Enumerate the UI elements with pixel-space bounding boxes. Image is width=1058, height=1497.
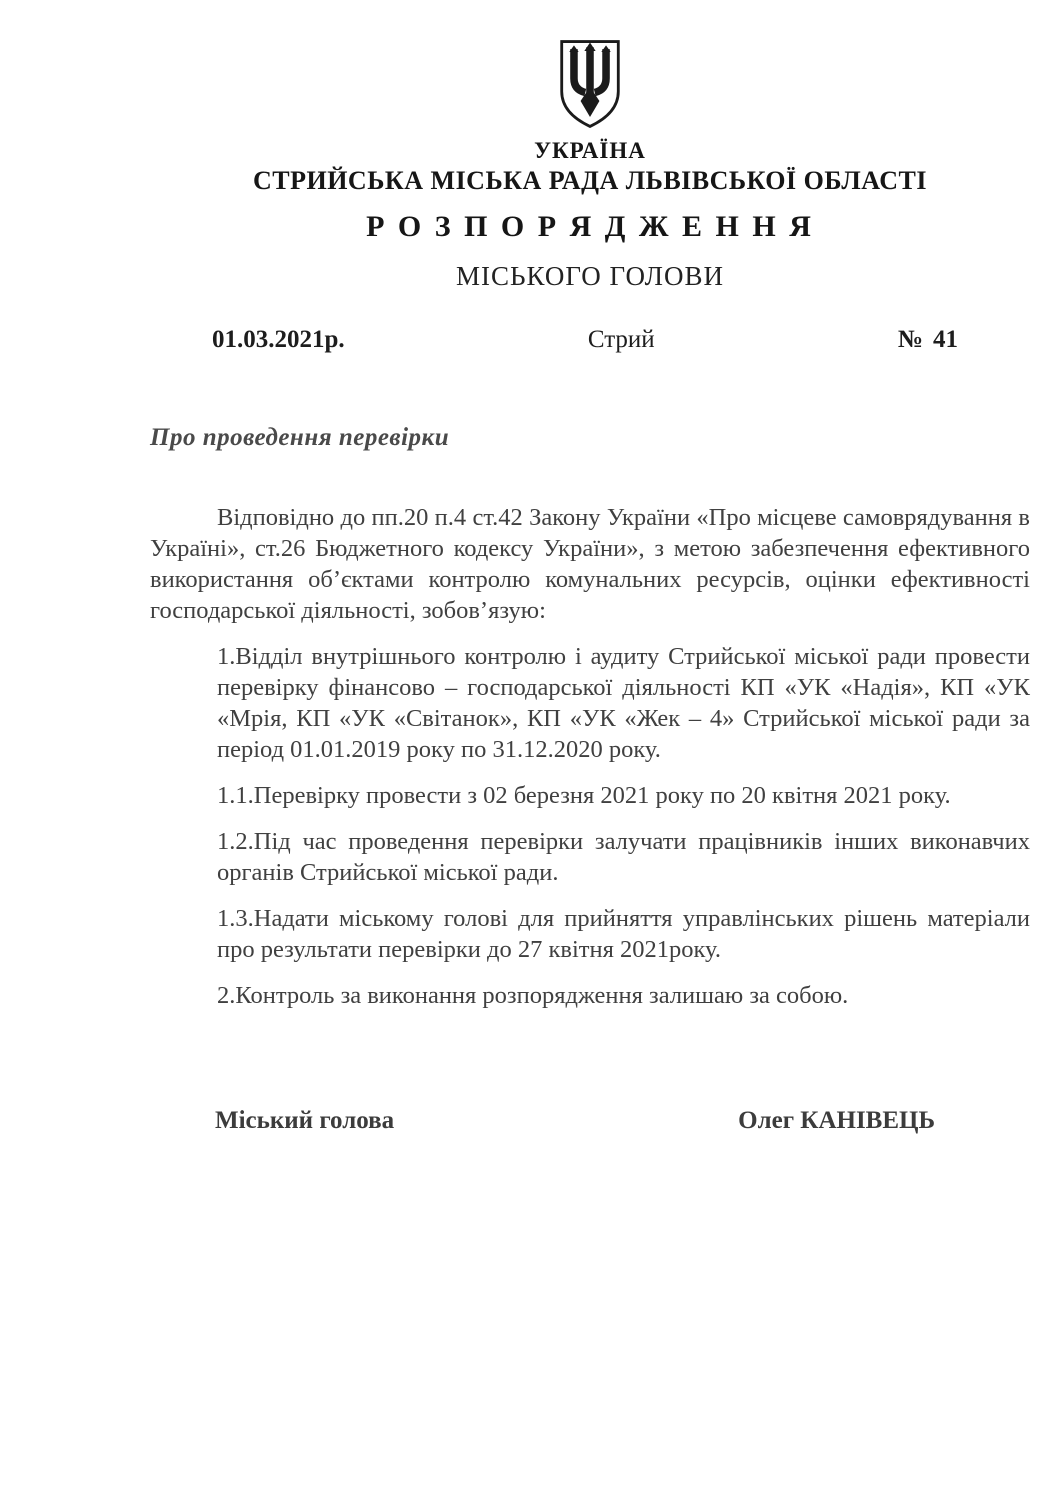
document-number [898, 326, 958, 354]
number-value: 41 [933, 326, 958, 353]
signer-title: Міський голова [215, 1107, 395, 1134]
document-city: Стрий [587, 326, 655, 353]
paragraph-item-2: 2.Контроль за виконання розпорядження залишаю за собою. [217, 982, 849, 1009]
paragraph-item-1-2: 1.2.Під час проведення перевірки залучати працівників інших виконавчих органів Стрийської міської ради. [217, 828, 1030, 886]
document-meta-row [150, 326, 1030, 354]
document-type-title: Р О З П О Р Я Д Ж Е Н Н Я [366, 210, 814, 243]
number-sign: № [897, 326, 923, 353]
signature-row [150, 1107, 1030, 1135]
document-subtitle: МІСЬКОГО ГОЛОВИ [456, 261, 724, 291]
paragraph-item-1-3: 1.3.Надати міському голові для прийняття управлінських рішень матеріали про результати перевірки до 27 квітня 2021року. [217, 905, 1030, 963]
document-body [150, 502, 1030, 1011]
document-subject: Про проведення перевірки [150, 424, 450, 451]
paragraph-item-1: 1.Відділ внутрішнього контролю і аудиту Стрийської міської ради провести перевірку фінансово – господарської діяльності КП «УК «Надія», КП «УК «Мрія, КП «УК «Світанок», КП «УК «Жек – 4» Стрийської міської ради за період 01.01.2019 року по 31.12.2020 року. [217, 643, 1030, 763]
ukraine-coat-of-arms-icon [150, 38, 1030, 130]
paragraph-intro: Відповідно до пп.20 п.4 ст.42 Закону України «Про місцеве самоврядування в Україні», ст.26 Бюджетного кодексу України», з метою забезпечення ефективного використання об’єктами контролю комунальних ресурсів, оцінки ефективності господарської діяльності, зобов’язую: [150, 504, 1030, 624]
paragraph-item-1-1: 1.1.Перевірку провести з 02 березня 2021 року по 20 квітня 2021 року. [217, 782, 951, 809]
document-header [150, 38, 1030, 292]
organization-name: СТРИЙСЬКА МІСЬКА РАДА ЛЬВІВСЬКОЇ ОБЛАСТІ [252, 166, 928, 195]
country-name: УКРАЇНА [534, 138, 646, 163]
signer-name: Олег КАНІВЕЦЬ [738, 1107, 935, 1134]
document-date: 01.03.2021р. [212, 326, 345, 353]
